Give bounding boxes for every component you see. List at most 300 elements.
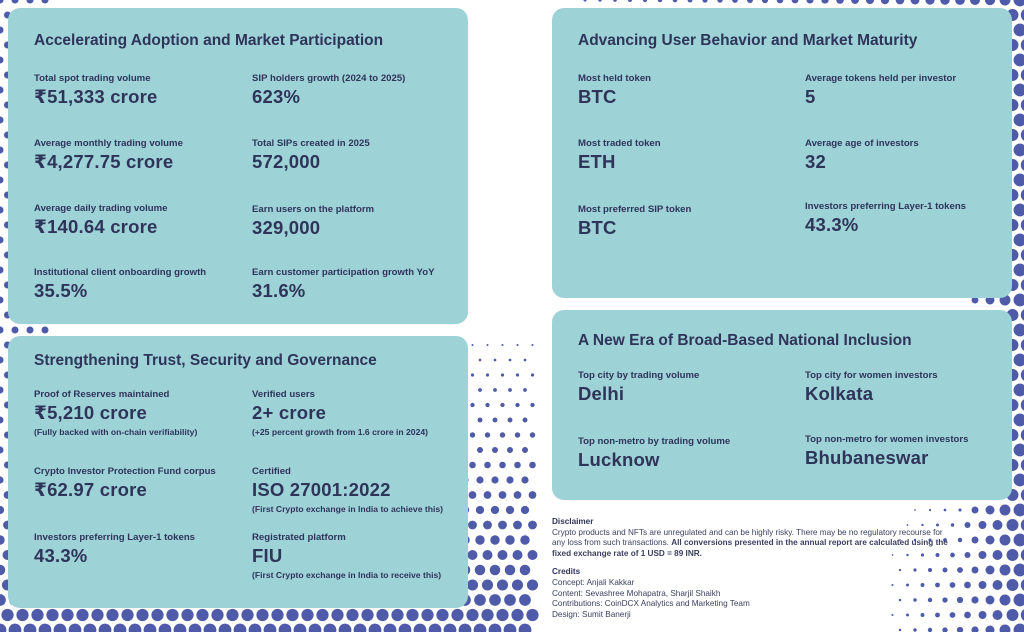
decor-dot [505,535,514,544]
decor-dot [174,624,187,632]
decor-dot [1014,624,1024,632]
decor-dot [955,0,965,5]
decor-dot [993,580,1003,590]
decor-dot [474,594,486,606]
decor-dot [114,624,127,632]
decor-dot [762,0,768,3]
decor-dot [0,116,4,123]
decor-dot [414,624,427,632]
decor-dot [421,609,433,621]
decor-dot [523,388,527,392]
decor-dot [529,491,537,499]
decor-dot [519,594,531,606]
stat-verified-users: Verified users 2+ crore (+25 percent growth from 1.6 crore in 2024) [252,389,428,437]
decor-dot [486,373,489,376]
decor-dot [524,359,527,362]
decor-dot [513,550,523,560]
decor-dot [151,609,163,621]
decor-dot [925,0,934,5]
decor-dot [0,236,4,243]
decor-dot [475,565,486,576]
decor-dot [986,566,995,575]
decor-dot [1014,54,1024,67]
decor-dot [249,624,262,632]
decor-dot [11,0,18,4]
decor-dot [219,624,232,632]
decor-dot [490,565,501,576]
decor-dot [1014,0,1024,6]
decor-dot [1014,594,1024,607]
decor-dot [513,521,522,530]
decor-dot [468,521,477,530]
footer-disclaimer-credits [552,517,952,620]
decor-dot [376,609,388,621]
decor-dot [972,567,979,574]
decor-dot [986,506,995,515]
stat-proof-of-reserves: Proof of Reserves maintained ₹5,210 crore (Fully backed with on-chain verifiability) [34,389,198,437]
decor-dot [0,356,4,363]
decor-dot [31,609,43,621]
decor-dot [514,462,521,469]
decor-dot [673,0,678,2]
card-trust [8,336,468,608]
decor-dot [522,447,528,453]
decor-dot [979,581,987,589]
credits-line: Design: Sumit Banerji [552,609,631,619]
decor-dot [26,0,33,4]
stat-total-sips: Total SIPs created in 2025 572,000 [252,138,370,172]
decor-dot [474,624,487,632]
stat-registered-platform: Registrated platform FIU (First Crypto exchange in India to receive this) [252,532,442,580]
decor-dot [521,476,528,483]
decor-dot [516,373,519,376]
decor-dot [166,609,178,621]
decor-dot [504,624,517,632]
decor-dot [1000,535,1011,546]
decor-dot [1014,294,1024,307]
decor-dot [69,624,82,632]
decor-dot [121,609,133,621]
decor-dot [527,579,538,590]
decor-dot [459,624,472,632]
decor-dot [958,538,962,542]
decor-dot [483,550,493,560]
card-title-trust: Strengthening Trust, Security and Governance [34,352,377,369]
decor-dot [497,579,508,590]
decor-dot [286,609,298,621]
decor-dot [520,565,531,576]
decor-dot [658,0,662,2]
decor-dot [747,0,753,3]
decor-dot [479,359,482,362]
decor-dot [469,491,477,499]
decor-dot [482,579,493,590]
decor-dot [264,624,277,632]
decor-dot [979,551,987,559]
decor-dot [958,508,961,511]
decor-dot [628,0,632,2]
stat-sip-holders-growth: SIP holders growth (2024 to 2025) 623% [252,73,406,107]
decor-dot [1014,504,1024,517]
decor-dot [531,344,533,346]
decor-dot [531,373,534,376]
decor-dot [485,403,489,407]
decor-dot [493,388,497,392]
decor-dot [971,626,978,632]
decor-dot [1000,505,1011,516]
decor-dot [0,476,4,483]
decor-dot [451,609,463,621]
decor-dot [0,535,5,544]
decor-dot [84,624,97,632]
decor-dot [965,522,971,528]
decor-dot [501,344,503,346]
decor-dot [41,326,48,333]
decor-dot [523,418,528,423]
decor-dot [526,609,538,621]
decor-dot [957,627,963,632]
stat-earn-participation: Earn customer participation growth YoY 31.6% [252,267,435,301]
decor-dot [196,609,208,621]
stat-earn-users: Earn users on the platform 329,000 [252,204,375,238]
decor-dot [361,609,373,621]
decor-dot [511,609,523,621]
decor-dot [1007,609,1019,621]
decor-dot [821,0,828,4]
decor-dot [0,386,4,393]
decor-dot [106,609,118,621]
card-title-adoption: Accelerating Adoption and Market Participation [34,32,384,49]
decor-dot [519,624,532,632]
decor-dot [0,0,4,4]
decor-dot [512,579,523,590]
decor-dot [964,612,971,619]
decor-dot [965,552,971,558]
decor-dot [478,388,482,392]
decor-dot [494,359,497,362]
decor-dot [354,624,367,632]
decor-dot [504,594,516,606]
decor-dot [0,446,4,453]
decor-dot [1007,579,1019,591]
stat-total-spot-volume: Total spot trading volume ₹51,333 crore [34,73,158,107]
decor-dot [471,373,474,376]
decor-dot [136,609,148,621]
credits-line: Contributions: CoinDCX Analytics and Marketing Team [552,599,750,609]
card-behavior [552,8,1012,298]
decor-dot [985,0,995,5]
decor-dot [475,535,484,544]
stat-protection-fund: Crypto Investor Protection Fund corpus ₹62.97 crore [34,466,216,500]
decor-dot [1014,144,1024,157]
decor-dot [468,550,478,560]
decor-dot [491,506,499,514]
decor-dot [0,56,4,63]
decor-dot [702,0,707,3]
decor-dot [528,550,538,560]
decor-dot [279,624,292,632]
decor-dot [399,624,412,632]
decor-dot [1000,0,1011,5]
decor-dot [929,509,931,511]
decor-dot [476,506,484,514]
decor-dot [471,344,473,346]
decor-dot [0,146,4,153]
decor-dot [500,432,505,437]
decor-dot [1014,384,1024,397]
decor-dot [530,432,535,437]
decor-dot [806,0,813,4]
decor-dot [496,609,508,621]
decor-dot [993,550,1003,560]
decor-dot [1000,595,1011,606]
decor-dot [309,624,322,632]
decor-dot [0,506,4,514]
decor-dot [979,521,987,529]
decor-dot [436,609,448,621]
stat-most-traded-token: Most traded token ETH [578,138,661,172]
decor-dot [1014,174,1024,187]
decor-dot [957,567,963,573]
stat-top-nonmetro-women: Top non-metro for women investors Bhubaneswar [805,434,969,468]
decor-dot [0,416,4,423]
decor-dot [613,0,617,2]
decor-dot [911,0,920,4]
decor-dot [643,0,647,2]
disclaimer-heading: Disclaimer [552,517,594,526]
decor-dot [1007,519,1019,531]
decor-dot [792,0,799,3]
decor-dot [516,344,518,346]
decor-dot [316,609,328,621]
credits-line: Content: Sevashree Mohapatra, Sharjil Shaikh [552,588,721,598]
decor-dot [1000,565,1011,576]
decor-dot [339,624,352,632]
decor-dot [499,462,506,469]
decor-dot [0,326,4,333]
decor-dot [478,418,483,423]
decor-dot [159,624,172,632]
decor-dot [1014,204,1024,217]
decor-dot [1014,534,1024,547]
decor-dot [493,418,498,423]
decor-dot [515,403,519,407]
stat-top-city-women: Top city for women investors Kolkata [805,370,938,404]
decor-dot [481,609,493,621]
decor-dot [211,609,223,621]
decor-dot [466,609,478,621]
decor-dot [483,521,492,530]
decor-dot [324,624,337,632]
decor-dot [369,624,382,632]
decor-dot [489,624,502,632]
decor-dot [346,609,358,621]
decor-dot [993,610,1003,620]
decor-dot [508,418,513,423]
decor-dot [76,609,88,621]
stat-avg-investor-age: Average age of investors 32 [805,138,919,172]
decor-dot [528,521,537,530]
decor-dot [486,344,488,346]
credits-heading: Credits [552,567,581,577]
decor-dot [54,624,67,632]
decor-dot [0,206,4,213]
decor-dot [46,609,58,621]
decor-dot [501,373,504,376]
decor-dot [1014,354,1024,367]
decor-dot [467,579,478,590]
decor-dot [688,0,693,2]
decor-dot [509,359,512,362]
stat-layer1-investors: Investors preferring Layer-1 tokens 43.3% [34,532,196,566]
decor-dot [979,611,987,619]
decor-dot [520,535,529,544]
stat-top-city-volume: Top city by trading volume Delhi [578,370,700,404]
decor-dot [470,403,474,407]
decor-dot [61,609,73,621]
decor-dot [1014,564,1024,577]
decor-dot [993,520,1003,530]
decor-dot [1014,234,1024,247]
decor-dot [508,388,512,392]
decor-dot [11,326,18,333]
decor-dot [234,624,247,632]
decor-dot [500,403,504,407]
decor-dot [444,624,457,632]
decor-dot [942,627,947,632]
decor-dot [0,624,6,632]
decor-dot [498,550,508,560]
decor-dot [429,624,442,632]
decor-dot [506,476,513,483]
disclaimer-text: Crypto products and NFTs are unregulated and can be highly risky. There may be no regulatory recourse for any loss from such transactions. All conversions presented in the annual report are calculated using the fixed exchange rate of 1 USD = 89 INR. [552,527,948,558]
decor-dot [256,609,268,621]
decor-dot [331,609,343,621]
decor-dot [598,0,601,2]
decor-dot [866,0,874,4]
decor-dot [469,462,476,469]
decor-dot [1014,264,1024,277]
decor-dot [477,447,483,453]
decor-dot [972,537,979,544]
decor-dot [0,594,6,606]
stat-avg-tokens-held: Average tokens held per investor 5 [805,73,957,107]
decor-dot [181,609,193,621]
decor-dot [971,596,978,603]
card-adoption [8,8,468,324]
decor-dot [9,624,22,632]
decor-dot [515,432,520,437]
decor-dot [0,86,4,93]
stat-top-nonmetro-volume: Top non-metro by trading volume Lucknow [578,436,731,470]
decor-dot [491,476,498,483]
decor-dot [24,624,37,632]
decor-dot [913,628,916,631]
decor-dot [0,565,5,576]
decor-dot [91,609,103,621]
decor-dot [490,535,499,544]
card-title-inclusion: A New Era of Broad-Based National Inclusion [578,332,912,349]
decor-dot [506,506,514,514]
stat-preferred-sip-token: Most preferred SIP token BTC [578,204,692,238]
decor-dot [732,0,738,3]
decor-dot [301,609,313,621]
stat-institutional-growth: Institutional client onboarding growth 35.5% [34,267,207,301]
decor-dot [777,0,784,3]
decor-dot [928,628,932,632]
decor-dot [384,624,397,632]
decor-dot [144,624,157,632]
decor-dot [1014,474,1024,487]
decor-dot [1,609,13,621]
decor-dot [406,609,418,621]
credits-line: Concept: Anjali Kakkar [552,577,635,587]
card-title-behavior: Advancing User Behavior and Market Maturity [578,32,918,49]
decor-dot [1007,549,1019,561]
decor-dot [881,0,889,4]
decor-dot [470,432,475,437]
decor-dot [530,403,534,407]
decor-dot [970,0,980,5]
decor-dot [940,0,949,5]
decor-dot [986,626,995,632]
decor-dot [914,509,916,511]
decor-dot [957,597,963,603]
decor-dot [1014,324,1024,337]
decor-dot [271,609,283,621]
disclaimer-bold-text: All conversions presented in the annual report are calculated using the fixed exchange rate of 1 USD = 89 INR. [552,538,948,558]
decor-dot [241,609,253,621]
decor-dot [521,506,529,514]
stat-avg-daily-volume: Average daily trading volume ₹140.64 crore [34,203,168,237]
decor-dot [484,491,492,499]
decor-dot [583,0,586,2]
decor-dot [204,624,217,632]
decor-dot [0,176,4,183]
decor-dot [1000,625,1011,632]
decor-dot [851,0,859,4]
decor-dot [16,609,28,621]
decor-dot [39,624,52,632]
decor-dot [896,0,905,4]
decor-dot [944,509,947,512]
decor-dot [1014,444,1024,457]
decor-dot [0,296,4,303]
decor-dot [1014,24,1024,37]
decor-dot [499,491,507,499]
decor-dot [484,462,491,469]
decor-dot [507,447,513,453]
decor-dot [899,629,902,632]
decor-dot [529,462,536,469]
decor-dot [505,565,516,576]
decor-dot [492,447,498,453]
decor-dot [226,609,238,621]
decor-dot [964,582,971,589]
decor-dot [1014,414,1024,427]
stat-avg-monthly-volume: Average monthly trading volume ₹4,277.75 crore [34,138,183,172]
decor-dot [476,476,483,483]
decor-dot [294,624,307,632]
decor-dot [1014,114,1024,127]
decor-dot [836,0,844,4]
decor-dot [189,624,202,632]
decor-dot [986,536,995,545]
decor-dot [391,609,403,621]
decor-dot [129,624,142,632]
decor-dot [0,266,4,273]
decor-dot [41,0,48,4]
